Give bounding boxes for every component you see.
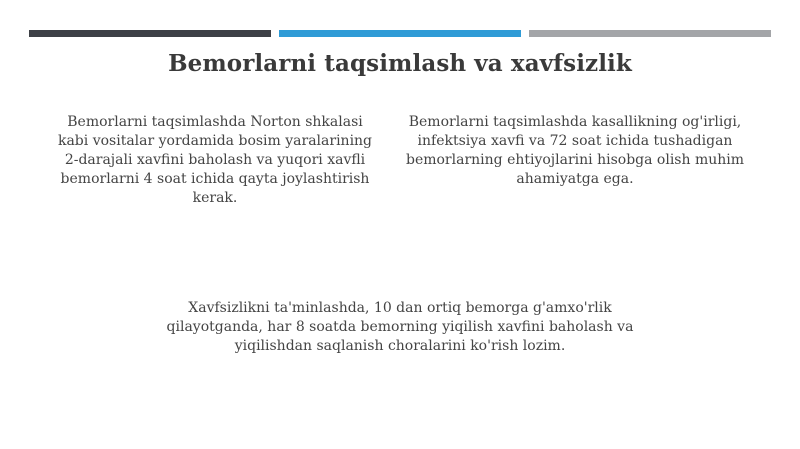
text-block-bottom: Xavfsizlikni ta'minlashda, 10 dan ortiq bemorga g'amxo'rlik qilayotganda, har 8 soatda bemorning yiqilish xavfini baholash va yiqilishdan saqlanish choralarini ko'rish lozim. [166,300,634,354]
accent-bar-blue [279,30,521,37]
text-block-right: Bemorlarni taqsimlashda kasallikning og'irligi, infektsiya xavfi va 72 soat ichida tushadigan bemorlarning ehtiyojlarini hisobga olish muhim ahamiyatga ega. [405,114,745,187]
slide-title: Bemorlarni taqsimlash va xavfsizlik [168,50,632,77]
accent-bar-gray [529,30,771,37]
text-block-left: Bemorlarni taqsimlashda Norton shkalasi kabi vositalar yordamida bosim yaralarining 2-darajali xavfini baholash va yuqori xavfli bemorlarni 4 soat ichida qayta joylashtirish kerak. [57,114,373,206]
accent-bar-dark [29,30,271,37]
